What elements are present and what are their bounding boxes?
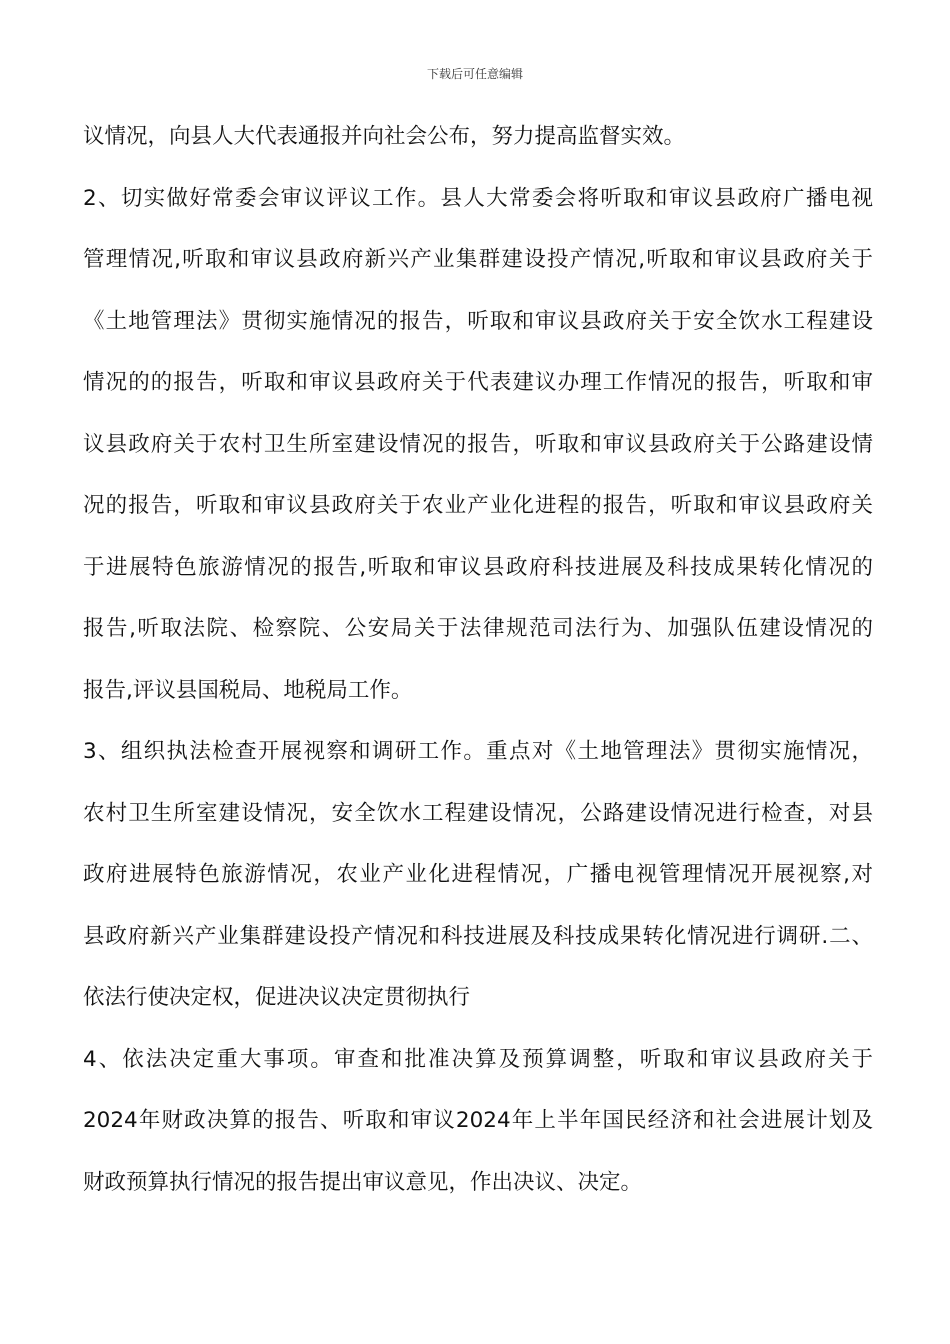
paragraph-line: 情况的的报告，听取和审议县政府关于代表建议办理工作情况的报告，听取和审 <box>83 370 873 395</box>
paragraph-line: 2、切实做好常委会审议评议工作。县人大常委会将听取和审议县政府广播电视 <box>83 185 873 211</box>
paragraph-line: 4、依法决定重大事项。审查和批准决算及预算调整，听取和审议县政府关于 <box>83 1046 873 1072</box>
paragraph-line: 3、组织执法检查开展视察和调研工作。重点对《土地管理法》贯彻实施情况， <box>83 739 873 764</box>
paragraph-line: 报告,听取法院、检察院、公安局关于法律规范司法行为、加强队伍建设情况的 <box>83 616 873 641</box>
document-body <box>83 106 873 1213</box>
paragraph-line: 政府进展特色旅游情况，农业产业化进程情况，广播电视管理情况开展视察,对 <box>83 862 873 887</box>
paragraph-line: 《土地管理法》贯彻实施情况的报告，听取和审议县政府关于安全饮水工程建设 <box>83 308 873 334</box>
paragraph-line: 依法行使决定权，促进决议决定贯彻执行 <box>83 985 471 1010</box>
paragraph-line: 况的报告，听取和审议县政府关于农业产业化进程的报告，听取和审议县政府关 <box>83 493 873 518</box>
paragraph-line: 农村卫生所室建设情况，安全饮水工程建设情况，公路建设情况进行检查，对县 <box>83 800 873 826</box>
paragraph-line: 财政预算执行情况的报告提出审议意见，作出决议、决定。 <box>83 1169 643 1195</box>
paragraph-line: 2024年财政决算的报告、听取和审议2024年上半年国民经济和社会进展计划及 <box>83 1108 873 1133</box>
paragraph-line: 议县政府关于农村卫生所室建设情况的报告，听取和审议县政府关于公路建设情 <box>83 431 873 457</box>
paragraph-line: 报告,评议县国税局、地税局工作。 <box>83 677 413 703</box>
paragraph-line: 县政府新兴产业集群建设投产情况和科技进展及科技成果转化情况进行调研.二、 <box>83 923 873 949</box>
paragraph-line: 议情况，向县人大代表通报并向社会公布，努力提高监督实效。 <box>83 124 686 149</box>
paragraph-line: 于进展特色旅游情况的报告,听取和审议县政府科技进展及科技成果转化情况的 <box>83 554 873 580</box>
paragraph-line: 管理情况,听取和审议县政府新兴产业集群建设投产情况,听取和审议县政府关于 <box>83 247 873 272</box>
page-header: 下载后可任意编辑 <box>426 67 523 81</box>
